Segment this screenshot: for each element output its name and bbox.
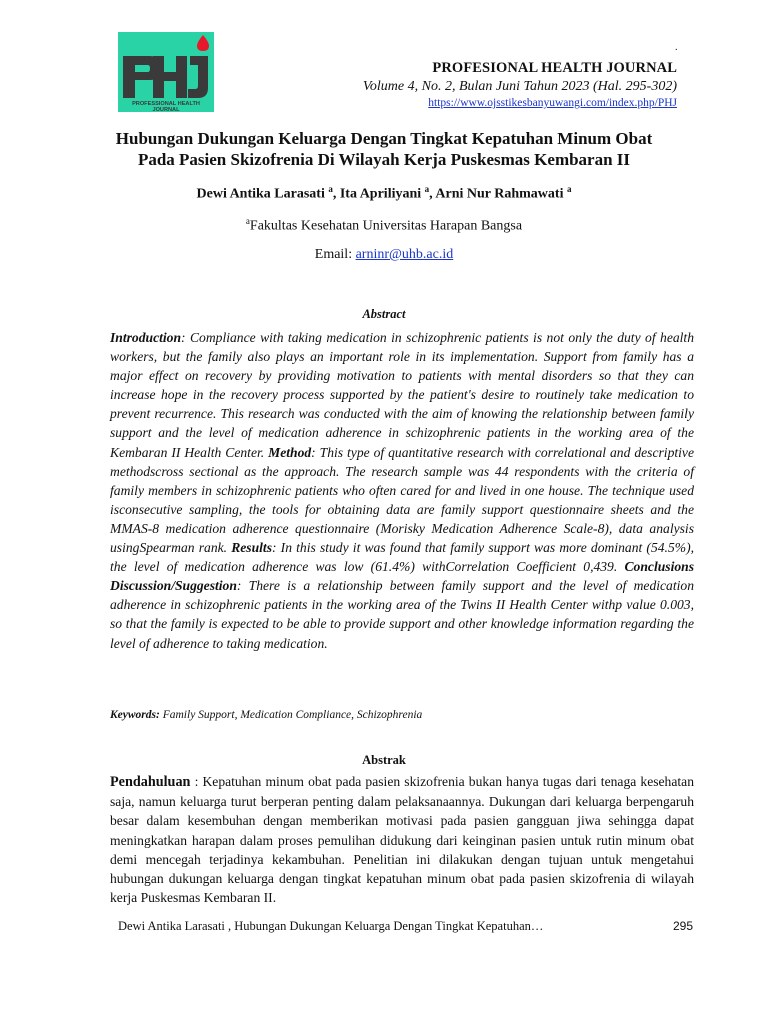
running-footer: Dewi Antika Larasati , Hubungan Dukungan Keluarga Dengan Tingkat Kepatuhan… <box>118 919 544 933</box>
conclusion-label: Conclusions Discussion/Suggestion <box>110 559 694 594</box>
journal-name: PROFESIONAL HEALTH JOURNAL <box>432 60 677 76</box>
method-text: : This type of quantitative research with correlational and descriptive methodscross sectional as the approach. The research sample was 44 respondents with the criteria of family members in schizophrenic patients who often cared for and lived in one house. The technique used isconsecutive sampling, the tools for obtaining data are family support questionnaire sheets and the MMAS-8 medication adherence questionnaire (Morisky Medication Adherence Scale-8), data analysis usingSpearman rank. <box>110 444 694 556</box>
title-line-2: Pada Pasien Skizofrenia Di Wilayah Kerja Puskesmas Kembaran II <box>137 150 631 169</box>
results-label: Results <box>231 540 272 556</box>
email-link[interactable]: arninr@uhb.ac.id <box>355 247 454 262</box>
affiliation-mark: a <box>245 216 250 226</box>
conclusion-text: : There is a relationship between family support and the level of medication adherence in schizophrenic patients in the working area of the Twins II Health Center withp value 0.003, so that the family is expected to be able to provide support and other knowledge information regarding the level of adherence to taking medication. <box>110 578 694 651</box>
abstrak-heading: Abstrak <box>362 753 406 767</box>
header-dot: . <box>675 42 678 53</box>
page-number: 295 <box>673 919 694 933</box>
email-line <box>100 247 668 263</box>
author-affil-mark: a <box>424 184 430 194</box>
author-affil-mark: a <box>328 184 333 194</box>
keywords-text: Family Support, Medication Compliance, Schizophrenia <box>159 709 423 721</box>
abstract-english <box>110 328 694 653</box>
intro-text: : Compliance with taking medication in schizophrenic patients is not only the duty of health workers, but the family also plays an important role in its implementation. Support from family has a major effect on recovery by providing motivation to patients with mental disorders so that they can increase hope in the recovery process supported by the patient's desire to routinely take medication to prevent recurrence. This research was conducted with the aim of knowing the relationship between family support and the level of medication adherence in schizophrenic patients in the working area of the Kembaran II Health Center. <box>110 330 694 460</box>
affiliation <box>100 216 668 235</box>
journal-url-link[interactable]: https://www.ojsstikesbanyuwangi.com/index.php/PHJ <box>428 97 677 109</box>
keywords <box>110 709 694 721</box>
author-name: Arni Nur Rahmawati <box>435 186 564 202</box>
keywords-label: Keywords: <box>110 709 160 721</box>
logo-caption-line1: PROFESSIONAL HEALTH <box>132 101 200 107</box>
journal-header <box>257 60 677 109</box>
logo-graphic <box>118 32 214 112</box>
title-line-1: Hubungan Dukungan Keluarga Dengan Tingkat Kepatuhan Minum Obat <box>115 129 653 148</box>
author-name: Ita Apriliyani <box>339 186 422 202</box>
author-affil-mark: a <box>566 184 572 194</box>
results-text: : In this study it was found that family support was more dominant (54.5%), the level of medication adherence was low (61.4%) withCorrelation Coefficient 0,439. <box>110 540 694 575</box>
email-label: Email: <box>314 247 356 262</box>
abstract-indonesian <box>110 772 694 907</box>
author-separator: , <box>332 186 340 202</box>
author-name: Dewi Antika Larasati <box>196 186 325 202</box>
logo-caption-line2: JOURNAL <box>152 107 180 112</box>
pendahuluan-text: : Kepatuhan minum obat pada pasien skizofrenia bukan hanya tugas dari tenaga kesehatan saja, namun keluarga turut berperan penting dalam pelaksanaannya. Dukungan dari keluarga berpengaruh besar dalam kesembuhan dengan memberikan motivasi pada pasien gangguan jiwa sehingga dapat meningkatkan harapan dalam proses pemulihan didukung dari keinginan pasien untuk rutin minum obat demi mencegah terjadinya kekambuhan. Penelitian ini dilakukan dengan tujuan untuk mengetahui hubungan dukungan keluarga dengan tingkat kepatuhan minum obat pada pasien skizofrenia di wilayah kerja Puskesmas Kembaran II. <box>110 774 694 906</box>
abstract-heading: Abstract <box>362 307 406 321</box>
affiliation-text: Fakultas Kesehatan Universitas Harapan Bangsa <box>249 218 523 234</box>
author-list <box>100 184 668 203</box>
author-separator: , <box>429 186 436 202</box>
method-label: Method <box>268 444 312 460</box>
article-title <box>100 128 668 170</box>
intro-label: Introduction <box>110 330 182 345</box>
journal-volume: Volume 4, No. 2, Bulan Juni Tahun 2023 (Hal. 295-302) <box>362 79 677 94</box>
phj-journal-logo-icon <box>118 32 214 112</box>
pendahuluan-label: Pendahuluan <box>110 774 191 790</box>
